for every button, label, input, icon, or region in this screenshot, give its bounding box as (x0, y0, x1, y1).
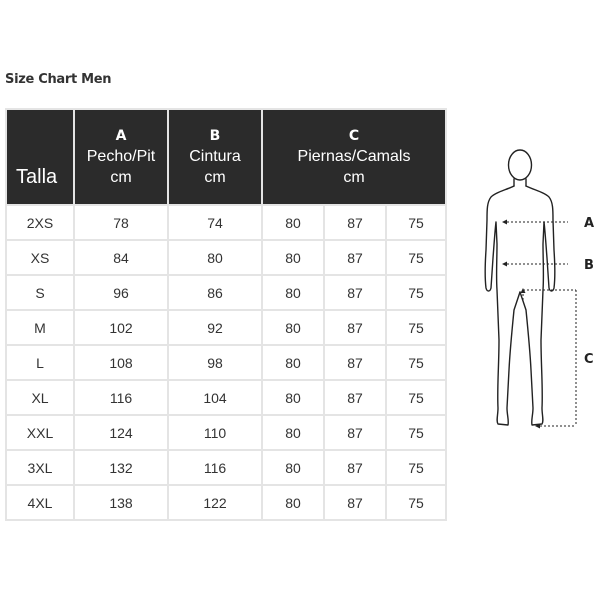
leg-cell: 87 (324, 275, 386, 310)
label-a: A (584, 216, 595, 231)
waist-cell: 116 (168, 450, 262, 485)
header-b-unit: cm (204, 169, 226, 186)
chart-title: Size Chart Men (5, 72, 112, 87)
leg-cell: 75 (386, 275, 446, 310)
leg-cell: 75 (386, 380, 446, 415)
label-b: B (584, 258, 594, 273)
header-c-label: Piernas/Camals (297, 148, 411, 165)
size-cell: 4XL (6, 485, 74, 520)
size-cell: M (6, 310, 74, 345)
waist-cell: 92 (168, 310, 262, 345)
waist-cell: 110 (168, 415, 262, 450)
header-b (168, 109, 262, 205)
leg-cell: 80 (262, 240, 324, 275)
header-a-unit: cm (110, 169, 132, 186)
size-cell: S (6, 275, 74, 310)
chest-cell: 116 (74, 380, 168, 415)
leg-cell: 75 (386, 345, 446, 380)
header-c-unit: cm (343, 169, 365, 186)
header-talla: Talla (6, 109, 74, 205)
header-a (74, 109, 168, 205)
size-cell: 2XS (6, 205, 74, 240)
label-c: C (584, 352, 594, 367)
table-row (6, 380, 446, 415)
chest-cell: 96 (74, 275, 168, 310)
body-measurement-figure (470, 140, 600, 440)
leg-cell: 80 (262, 450, 324, 485)
chest-cell: 124 (74, 415, 168, 450)
leg-cell: 75 (386, 240, 446, 275)
chest-cell: 132 (74, 450, 168, 485)
size-cell: XL (6, 380, 74, 415)
table-row (6, 205, 446, 240)
waist-cell: 98 (168, 345, 262, 380)
leg-cell: 75 (386, 310, 446, 345)
size-cell: 3XL (6, 450, 74, 485)
leg-cell: 80 (262, 485, 324, 520)
header-a-letter: A (115, 128, 127, 144)
leg-cell: 80 (262, 310, 324, 345)
leg-cell: 75 (386, 450, 446, 485)
size-table (5, 108, 447, 521)
leg-cell: 80 (262, 205, 324, 240)
waist-cell: 86 (168, 275, 262, 310)
waist-cell: 122 (168, 485, 262, 520)
size-cell: XS (6, 240, 74, 275)
table-row (6, 415, 446, 450)
chest-cell: 108 (74, 345, 168, 380)
chest-cell: 78 (74, 205, 168, 240)
body-outline-icon (470, 140, 600, 440)
leg-cell: 87 (324, 205, 386, 240)
leg-cell: 87 (324, 415, 386, 450)
size-cell: XXL (6, 415, 74, 450)
waist-cell: 104 (168, 380, 262, 415)
table-row (6, 240, 446, 275)
table-row (6, 310, 446, 345)
leg-cell: 75 (386, 485, 446, 520)
header-b-letter: B (209, 128, 221, 144)
table-row (6, 450, 446, 485)
chest-cell: 84 (74, 240, 168, 275)
leg-cell: 87 (324, 345, 386, 380)
leg-cell: 80 (262, 380, 324, 415)
table-row (6, 485, 446, 520)
leg-cell: 75 (386, 205, 446, 240)
header-c-letter: C (348, 128, 360, 144)
leg-cell: 87 (324, 380, 386, 415)
header-c (262, 109, 446, 205)
waist-cell: 80 (168, 240, 262, 275)
table-header-row (6, 109, 446, 205)
leg-cell: 87 (324, 450, 386, 485)
chest-cell: 138 (74, 485, 168, 520)
table-row (6, 275, 446, 310)
header-a-label: Pecho/Pit (86, 148, 156, 165)
table-row (6, 345, 446, 380)
size-cell: L (6, 345, 74, 380)
chest-cell: 102 (74, 310, 168, 345)
leg-cell: 80 (262, 415, 324, 450)
leg-cell: 80 (262, 275, 324, 310)
leg-cell: 80 (262, 345, 324, 380)
leg-cell: 87 (324, 485, 386, 520)
waist-cell: 74 (168, 205, 262, 240)
leg-cell: 87 (324, 240, 386, 275)
leg-cell: 75 (386, 415, 446, 450)
header-b-label: Cintura (189, 148, 241, 165)
leg-cell: 87 (324, 310, 386, 345)
